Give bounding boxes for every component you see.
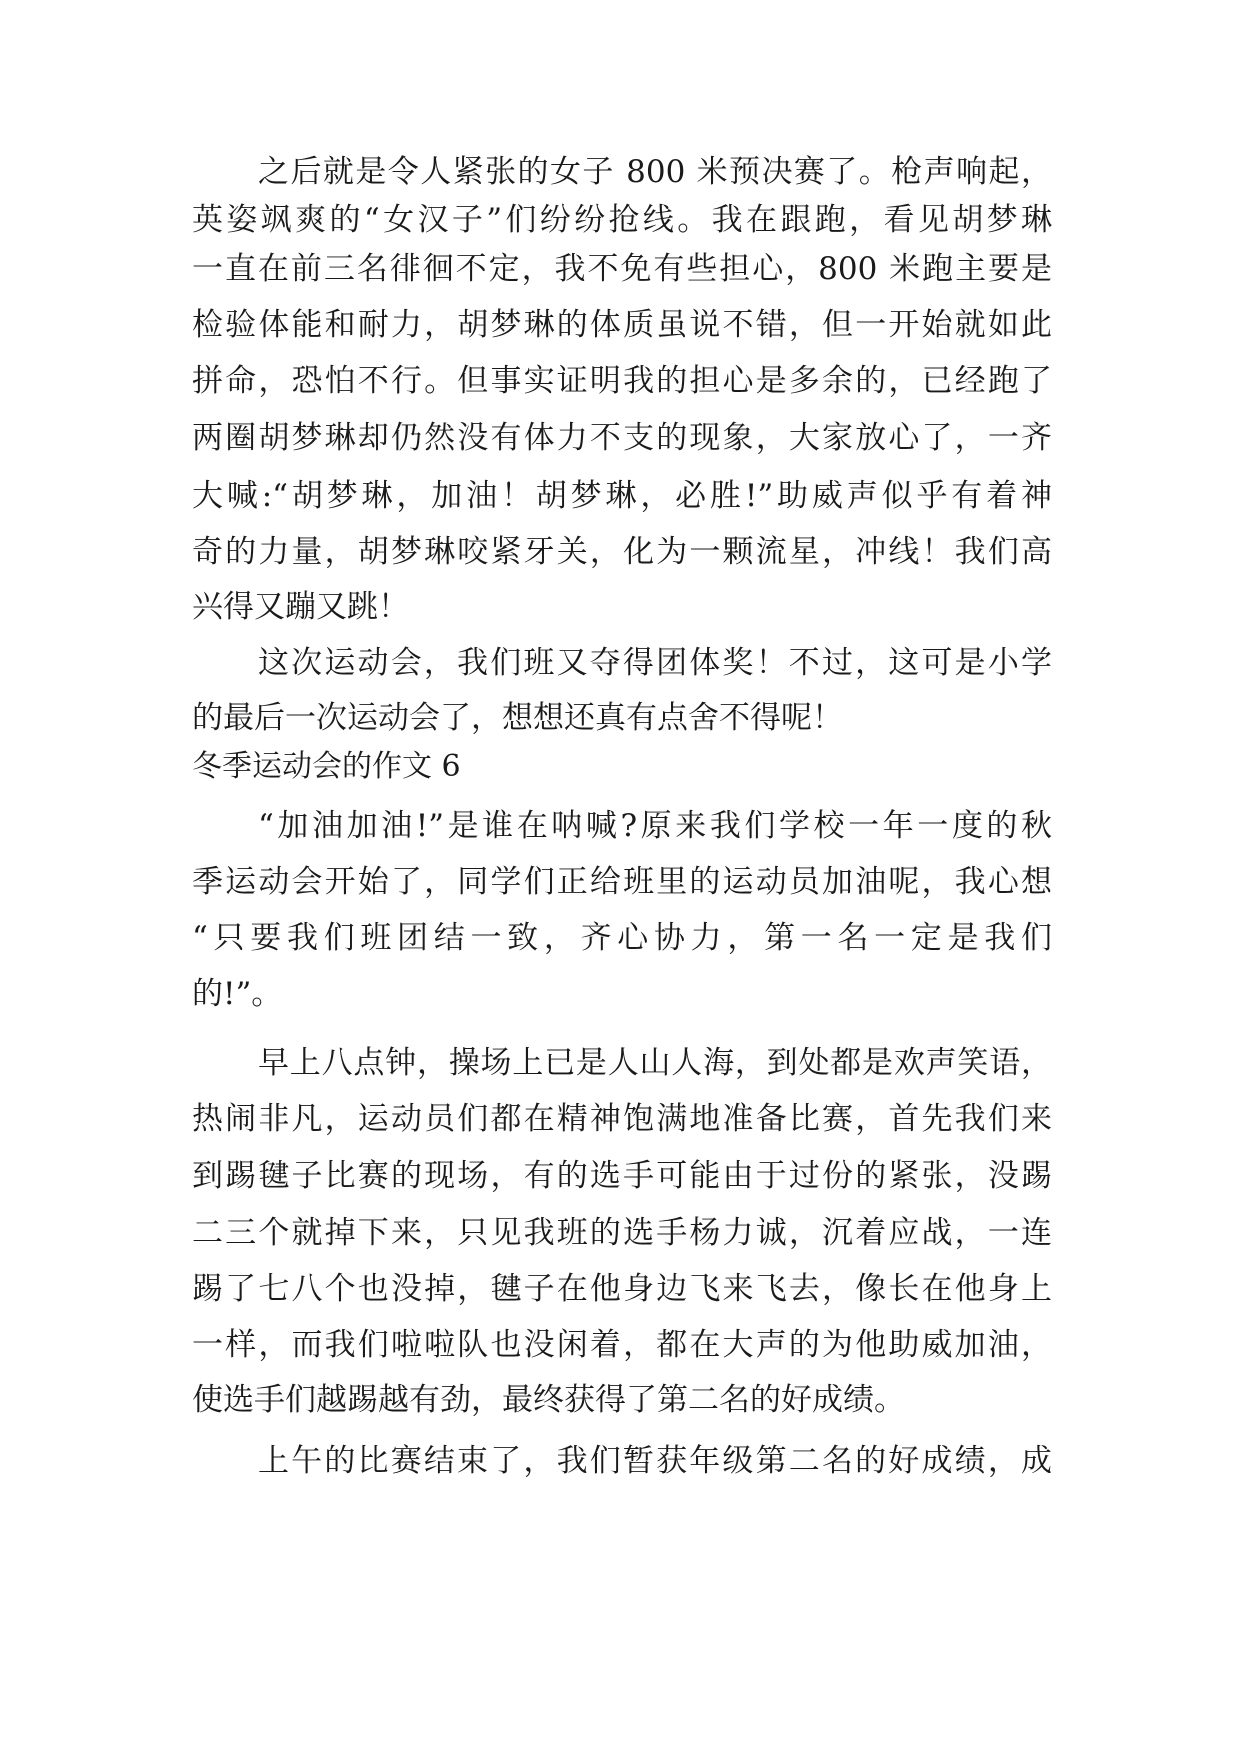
section-heading: 冬季运动会的作文 6 [192, 749, 461, 784]
text-line: 两圈胡梦琳却仍然没有体力不支的现象，大家放心了，一齐 [192, 420, 1052, 456]
text-line: 使选手们越踢越有劲，最终获得了第二名的好成绩。 [192, 1382, 905, 1418]
text-line: 早上八点钟，操场上已是人山人海，到处都是欢声笑语， [258, 1045, 1052, 1081]
text-line: 的最后一次运动会了，想想还真有点舍不得呢！ [192, 700, 843, 736]
text-line: 热闹非凡，运动员们都在精神饱满地准备比赛，首先我们来 [192, 1101, 1052, 1137]
text-line: 奇的力量，胡梦琳咬紧牙关，化为一颗流星，冲线！我们高 [192, 534, 1052, 570]
text-line: 这次运动会，我们班又夺得团体奖！不过，这可是小学 [258, 645, 1052, 681]
text-line: 拼命，恐怕不行。但事实证明我的担心是多余的，已经跑了 [192, 363, 1052, 399]
text-line: 上午的比赛结束了，我们暂获年级第二名的好成绩，成 [258, 1443, 1052, 1479]
text-line: 的!”。 [192, 976, 283, 1012]
text-line: 一直在前三名徘徊不定，我不免有些担心，800 米跑主要是 [192, 251, 1052, 287]
text-line: 到踢毽子比赛的现场，有的选手可能由于过份的紧张，没踢 [192, 1158, 1052, 1194]
text-line: 季运动会开始了，同学们正给班里的运动员加油呢，我心想 [192, 864, 1052, 900]
text-line: 踢了七八个也没掉，毽子在他身边飞来飞去，像长在他身上 [192, 1271, 1052, 1307]
text-line: 一样，而我们啦啦队也没闲着，都在大声的为他助威加油， [192, 1327, 1052, 1363]
text-line: “加油加油!”是谁在呐喊?原来我们学校一年一度的秋 [258, 808, 1052, 844]
text-line: “只要我们班团结一致，齐心协力，第一名一定是我们 [192, 920, 1052, 956]
text-line: 兴得又蹦又跳！ [192, 589, 409, 625]
text-line: 英姿飒爽的“女汉子”们纷纷抢线。我在跟跑，看见胡梦琳 [192, 202, 1052, 238]
text-line: 大喊:“胡梦琳，加油！胡梦琳，必胜!”助威声似乎有着神 [192, 478, 1052, 514]
text-line: 之后就是令人紧张的女子 800 米预决赛了。枪声响起， [258, 154, 1052, 190]
text-line: 二三个就掉下来，只见我班的选手杨力诚，沉着应战，一连 [192, 1215, 1052, 1251]
text-line: 检验体能和耐力，胡梦琳的体质虽说不错，但一开始就如此 [192, 307, 1052, 343]
